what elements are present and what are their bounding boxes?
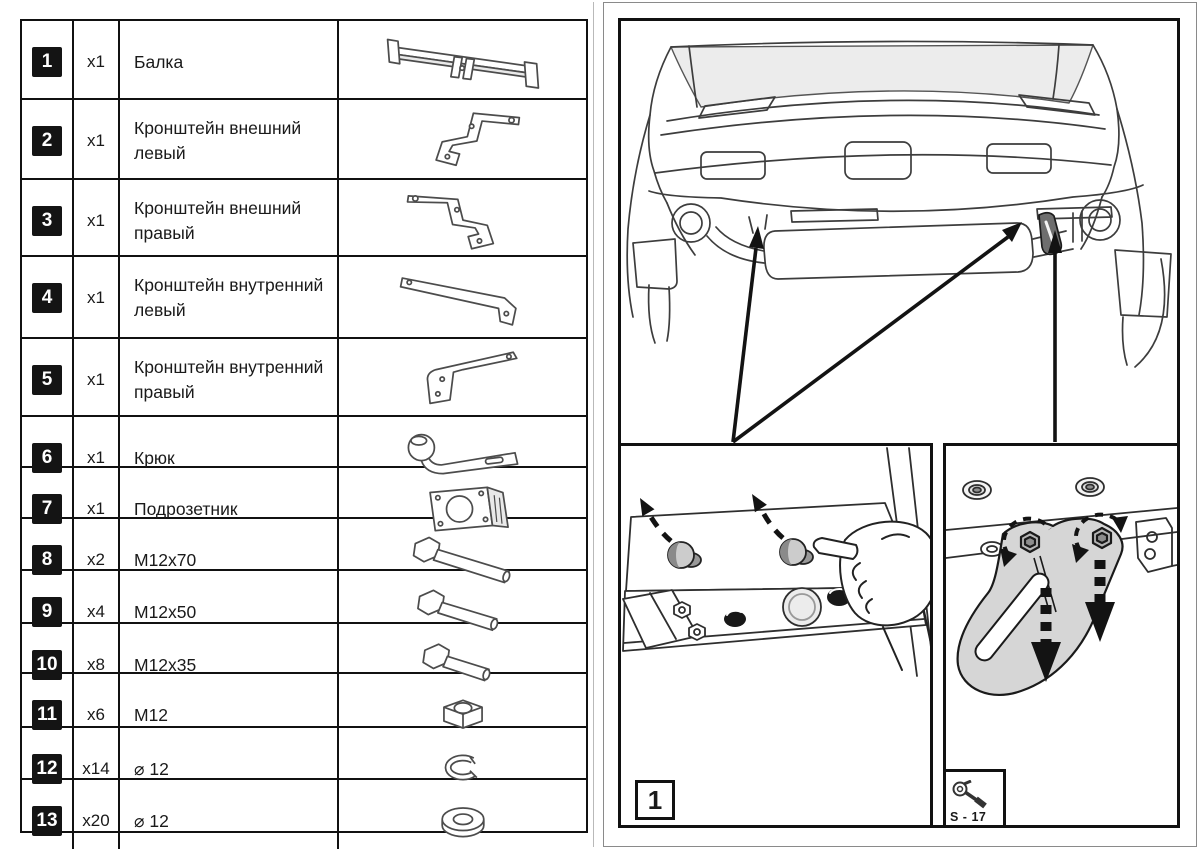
part-name-label: Кронштейн внешний левый: [134, 118, 302, 163]
part-number-badge: 1: [32, 47, 62, 77]
table-row: [22, 569, 586, 622]
bracket-outer-left-icon: [354, 102, 572, 180]
part-number-badge: 7: [32, 494, 62, 524]
quantity-label: x1: [87, 52, 105, 71]
part-name-label: Крюк: [134, 447, 175, 468]
quantity-cell: [72, 339, 118, 421]
quantity-cell: [72, 21, 118, 103]
plug-removal-illustration: [621, 446, 930, 825]
part-illustration-cell: [337, 780, 586, 849]
part-illustration-cell: [337, 180, 586, 262]
part-number-badge: 5: [32, 365, 62, 395]
table-row: [22, 778, 586, 831]
quantity-cell: [72, 780, 118, 849]
table-row: [22, 466, 586, 517]
part-number-badge: 3: [32, 206, 62, 236]
quantity-label: x4: [87, 602, 105, 621]
tool-size-box: [946, 769, 1006, 825]
part-number-cell: [22, 257, 72, 339]
part-number-badge: 8: [32, 545, 62, 575]
quantity-cell: [72, 100, 118, 182]
part-number-cell: [22, 180, 72, 262]
bracket-inner-right-icon: [354, 341, 572, 419]
part-name-cell: [118, 780, 337, 849]
step-number-box: [635, 780, 675, 820]
table-row: [22, 672, 586, 726]
quantity-label: x20: [82, 811, 110, 830]
quantity-label: x1: [87, 448, 105, 467]
part-number-cell: [22, 339, 72, 421]
bracket-outer-right-icon: [354, 182, 572, 260]
part-name-cell: [118, 257, 337, 339]
part-name-label: M12x70: [134, 549, 197, 570]
table-row: [22, 726, 586, 778]
table-row: [22, 255, 586, 337]
part-number-badge: 6: [32, 443, 62, 473]
table-row: [22, 337, 586, 415]
quantity-label: x1: [87, 370, 105, 389]
part-number-cell: [22, 780, 72, 849]
quantity-label: x1: [87, 211, 105, 230]
flat-washer-icon: [354, 782, 572, 849]
part-illustration-cell: [337, 100, 586, 182]
bracket-inner-left-icon: [354, 259, 572, 337]
quantity-label: x8: [87, 655, 105, 674]
quantity-cell: [72, 257, 118, 339]
part-name-label: ⌀ 12: [134, 810, 169, 831]
part-number-badge: 10: [32, 650, 62, 680]
part-number-badge: 4: [32, 283, 62, 313]
quantity-label: x1: [87, 131, 105, 150]
quantity-label: x2: [87, 550, 105, 569]
part-illustration-cell: [337, 21, 586, 103]
part-number-badge: 9: [32, 597, 62, 627]
table-row: [22, 517, 586, 569]
beam-icon: [354, 23, 572, 101]
quantity-label: x1: [87, 288, 105, 307]
detail-panel-plug-removal: [621, 443, 933, 825]
step-number-label: 1: [647, 784, 663, 815]
quantity-cell: [72, 180, 118, 262]
part-name-label: M12x35: [134, 654, 197, 675]
part-name-label: M12: [134, 704, 169, 725]
table-row: [22, 622, 586, 675]
part-name-label: Кронштейн внутренний левый: [134, 275, 324, 320]
detail-panel-bracket-removal: [943, 443, 1177, 825]
table-row: [22, 98, 586, 178]
page-divider: [593, 2, 594, 847]
part-number-badge: 11: [32, 700, 62, 730]
part-illustration-cell: [337, 257, 586, 339]
part-illustration-cell: [337, 339, 586, 421]
table-row: [22, 21, 586, 98]
part-name-cell: [118, 21, 337, 103]
vehicle-rear-illustration: [621, 21, 1177, 443]
part-name-label: M12x50: [134, 601, 197, 622]
part-number-badge: 2: [32, 126, 62, 156]
table-row: [22, 178, 586, 255]
tool-size-label: S - 17: [950, 810, 987, 824]
quantity-label: x14: [82, 759, 110, 778]
quantity-label: x6: [87, 705, 105, 724]
callout-arrows: [733, 222, 1062, 442]
part-number-cell: [22, 21, 72, 103]
part-name-label: Кронштейн внутренний правый: [134, 357, 324, 402]
part-name-cell: [118, 180, 337, 262]
part-number-cell: [22, 100, 72, 182]
quantity-label: x1: [87, 499, 105, 518]
table-row: [22, 415, 586, 466]
part-number-badge: 13: [32, 806, 62, 836]
part-number-badge: 12: [32, 754, 62, 784]
part-name-label: Кронштейн внешний правый: [134, 198, 302, 243]
ratchet-wrench-icon: [950, 780, 990, 810]
diagram-frame: [618, 18, 1180, 828]
part-name-cell: [118, 100, 337, 182]
parts-table: [20, 19, 588, 833]
part-name-label: Подрозетник: [134, 498, 238, 519]
part-name-label: ⌀ 12: [134, 758, 169, 779]
part-name-label: Балка: [134, 51, 184, 72]
part-name-cell: [118, 339, 337, 421]
